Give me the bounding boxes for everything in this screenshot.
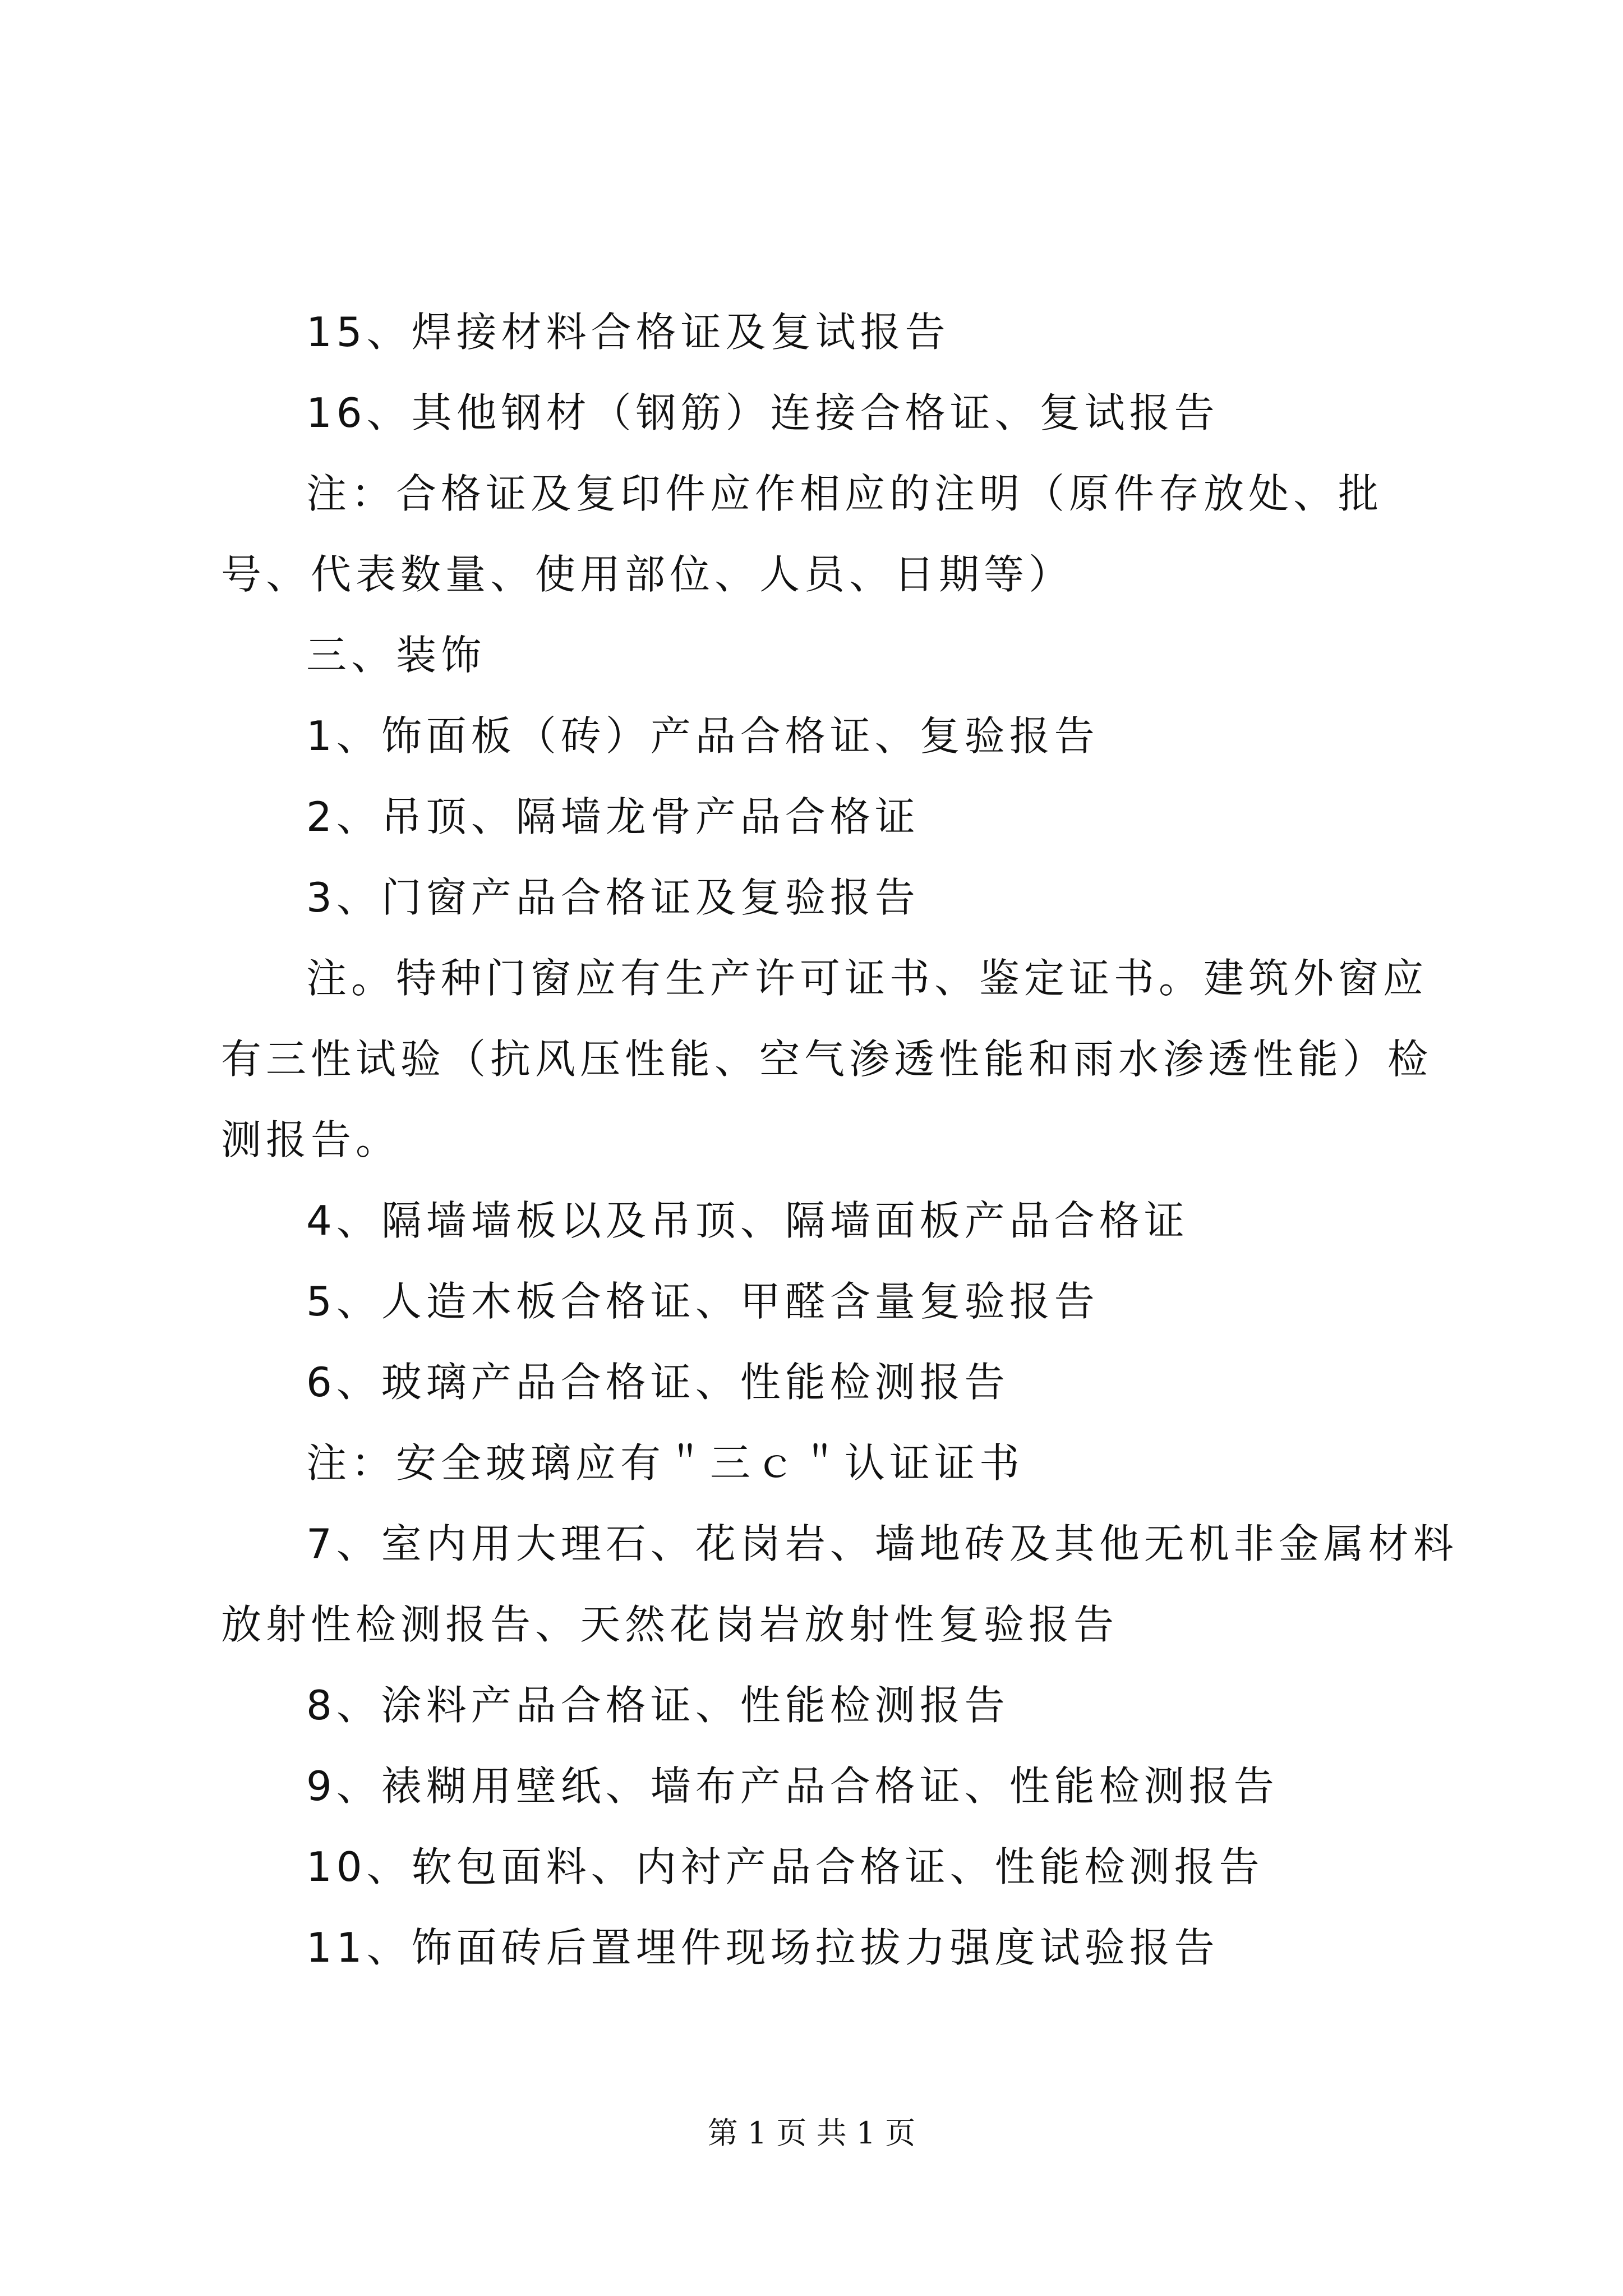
list-item-10-soft-package: 10、软包面料、内衬产品合格证、性能检测报告 (306, 1843, 1264, 1890)
document-body (221, 292, 1472, 1988)
list-item-11-pull-out-test: 11、饰面砖后置埋件现场拉拔力强度试验报告 (306, 1924, 1219, 1971)
page-number-footer: 第 1 页 共 1 页 (707, 2115, 916, 2151)
list-item-6-glass: 6、玻璃产品合格证、性能检测报告 (306, 1359, 1009, 1406)
list-item-1-facing-panel: 1、饰面板（砖）产品合格证、复验报告 (306, 712, 1099, 760)
list-item-3-doors-windows: 3、门窗产品合格证及复验报告 (306, 874, 920, 921)
list-item-7-stone-radioactivity: 7、室内用大理石、花岗岩、墙地砖及其他无机非金属材料放射性检测报告、天然花岗岩放射性复验报告 (221, 1520, 1458, 1648)
list-item-15-welding: 15、焊接材料合格证及复试报告 (306, 309, 950, 356)
list-item-2-ceiling-keel: 2、吊顶、隔墙龙骨产品合格证 (306, 793, 920, 840)
note-safety-glass: 注：安全玻璃应有＂三ｃ＂认证证书 (306, 1439, 1025, 1487)
note-certificate-copies: 注：合格证及复印件应作相应的注明（原件存放处、批号、代表数量、使用部位、人员、日期等） (221, 470, 1384, 598)
list-item-9-wallpaper: 9、裱糊用壁纸、墙布产品合格证、性能检测报告 (306, 1763, 1279, 1810)
list-item-4-partition-panels: 4、隔墙墙板以及吊顶、隔墙面板产品合格证 (306, 1197, 1189, 1244)
list-item-8-coatings: 8、涂料产品合格证、性能检测报告 (306, 1682, 1009, 1729)
note-special-doors-windows: 注。特种门窗应有生产许可证书、鉴定证书。建筑外窗应有三性试验（抗风压性能、空气渗透性能和雨水渗透性能）检测报告。 (221, 955, 1433, 1163)
section-heading-decoration: 三、装饰 (306, 632, 486, 679)
list-item-16-steel-connection: 16、其他钢材（钢筋）连接合格证、复试报告 (306, 389, 1219, 436)
list-item-5-wood-panels: 5、人造木板合格证、甲醛含量复验报告 (306, 1278, 1099, 1325)
